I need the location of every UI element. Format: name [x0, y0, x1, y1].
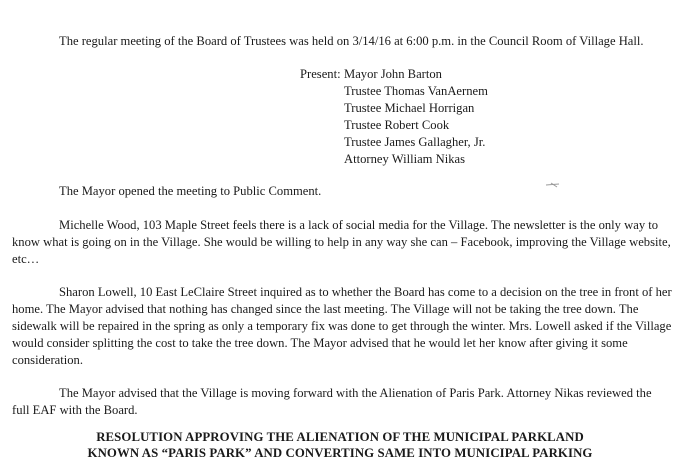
present-label: Present:: [300, 67, 341, 81]
attendee-list: [344, 66, 488, 168]
attendee: Attorney William Nikas: [344, 152, 465, 166]
resolution-heading: [60, 429, 620, 461]
resolution-line-1: RESOLUTION APPROVING THE ALIENATION OF THE MUNICIPAL PARKLAND: [96, 430, 584, 444]
comment-sharon-lowell: Sharon Lowell, 10 East LeClaire Street inquired as to whether the Board has come to a decision on the tree in front of her home. The Mayor advised that nothing has changed since the last meeting. The Village will not be taking the tree down. The sidewalk will be repaired in the spring as only a temporary fix was done to get through the winter. Mrs. Lowell asked if the Village would consider splitting the cost to take the tree down. The Mayor advised that he would let her know after giving it some consideration.: [12, 285, 672, 367]
resolution-line-2: KNOWN AS “PARIS PARK” AND CONVERTING SAME INTO MUNICIPAL PARKING: [87, 446, 593, 460]
meeting-intro: The regular meeting of the Board of Trustees was held on 3/14/16 at 6:00 p.m. in the Council Room of Village Hall.: [59, 34, 644, 48]
attendee: Mayor John Barton: [344, 67, 442, 81]
paris-park-paragraph: The Mayor advised that the Village is moving forward with the Alienation of Paris Park. Attorney Nikas reviewed the full EAF with the Board.: [12, 386, 652, 417]
public-comment-paragraph: The Mayor opened the meeting to Public Comment.: [59, 184, 322, 198]
attendee: Trustee Michael Horrigan: [344, 101, 475, 115]
comment-michelle-wood: Michelle Wood, 103 Maple Street feels there is a lack of social media for the Village. The newsletter is the only way to know what is going on in the Village. She would be willing to help in any way she can – Facebook, improving the Village website, etc…: [12, 218, 671, 266]
attendee: Trustee Robert Cook: [344, 118, 450, 132]
attendee: Trustee Thomas VanAernem: [344, 84, 488, 98]
attendee: Trustee James Gallagher, Jr.: [344, 135, 486, 149]
